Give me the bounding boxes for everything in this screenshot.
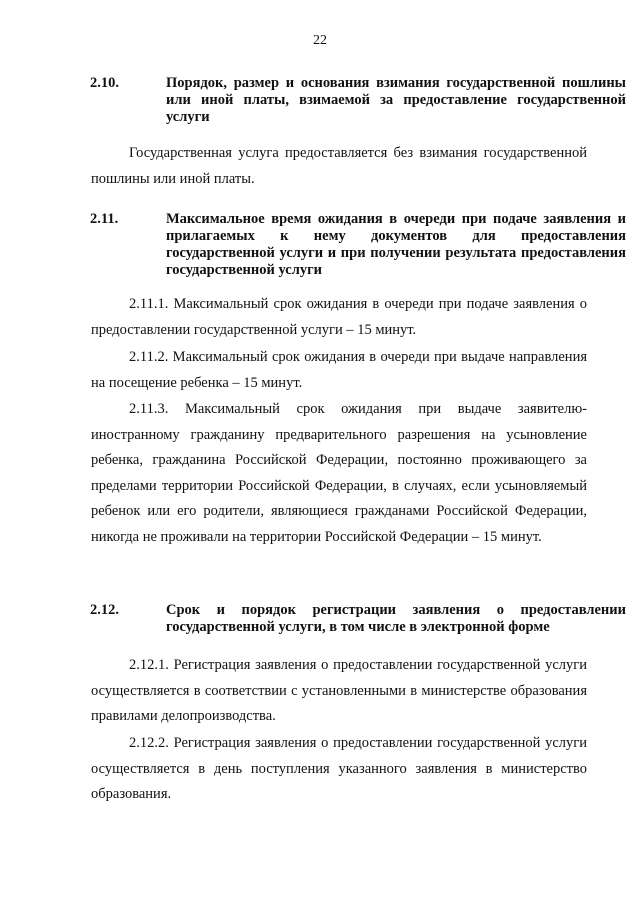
section-title: Максимальное время ожидания в очереди при подаче заявления и прилагаемых к нему документов для предоставления государственной услуги и при получении результата предоставления государственной услуги [166,211,626,278]
paragraph-2-12-1: 2.12.1. Регистрация заявления о предоставлении государственной услуги осуществляется в соответствии с установленными в министерстве образования правилами делопроизводства. [91,657,587,725]
paragraph-2-11-2: 2.11.2. Максимальный срок ожидания в очереди при выдаче направления на посещение ребенка – 15 минут. [91,349,587,391]
section-number: 2.12. [90,602,119,618]
paragraph-2-11-1: 2.11.1. Максимальный срок ожидания в очереди при подаче заявления о предоставлении государственной услуги – 15 минут. [91,296,587,338]
section-title: Срок и порядок регистрации заявления о предоставлении государственной услуги, в том числе в электронной форме [166,602,626,635]
page-number: 22 [313,33,327,48]
paragraph-2-12-2: 2.12.2. Регистрация заявления о предоставлении государственной услуги осуществляется в день поступления указанного заявления в министерство образования. [91,735,587,803]
section-number: 2.10. [90,75,119,91]
section-heading-2-10 [90,75,626,126]
section-title: Порядок, размер и основания взимания государственной пошлины или иной платы, взимаемой за предоставление государственной услуги [166,75,626,125]
section-number: 2.11. [90,211,119,227]
paragraph: Государственная услуга предоставляется без взимания государственной пошлины или иной платы. [91,145,587,187]
paragraph-2-11-3: 2.11.3. Максимальный срок ожидания при выдаче заявителю-иностранному гражданину предварительного разрешения на усыновление ребенка, гражданина Российской Федерации, постоянно проживающего за пределами территории Российской Федерации, в случаях, если усыновляемый ребенок или его родители, являющиеся гражданами Российской Федерации, никогда не проживали на территории Российской Федерации – 15 минут. [91,401,587,545]
section-heading-2-12 [90,602,626,636]
section-heading-2-11 [90,211,626,279]
